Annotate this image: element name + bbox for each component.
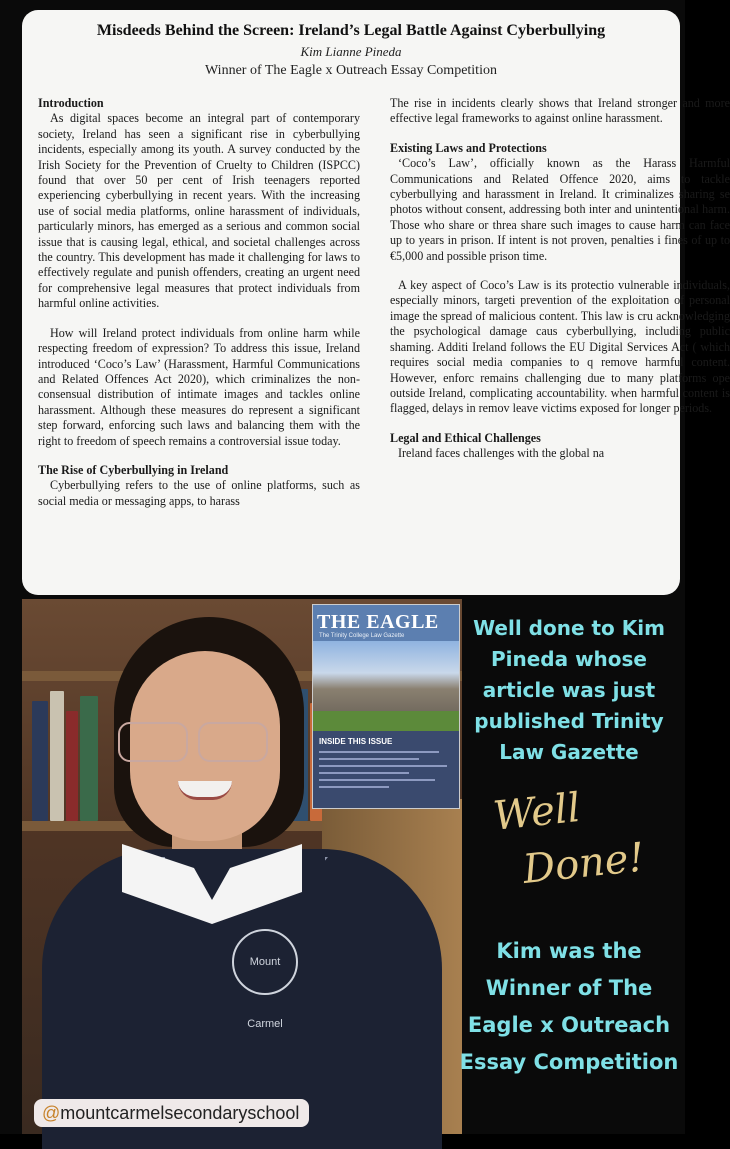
well-done-script [465,771,676,903]
intro-heading: Introduction [38,96,104,110]
article-title: Misdeeds Behind the Screen: Ireland’s Legal Battle Against Cyberbullying [96,22,606,39]
gazette-cover [312,604,460,809]
article-author: Kim Lianne Pineda [300,44,402,59]
well-text: Well [491,784,583,840]
legal-heading: Legal and Ethical Challenges [390,430,541,445]
rise-heading: The Rise of Cyberbullying in Ireland [38,462,229,477]
intro-paragraph-2: How will Ireland protect individuals from online harm while respecting freedom of expression? To address this issue, Ireland introduced ‘Coco’s Law’ (Harassment, Harmful Communications and Related Offences Act 2020), which criminalizes the non-consensual distribution of intimate images and tackles online harassment. Although these measures do represent a significant step forward, enforcing such laws and balancing them with the right to freedom of speech remains a controversial issue today. [38,325,360,448]
right-paragraph-0: The rise in incidents clearly shows that Ireland stronger and more effective legal frameworks to against online harassment. [390,96,730,126]
inside-this-issue: INSIDE THIS ISSUE [319,737,393,746]
winner-message: Kim was the Winner of The Eagle x Outreach Essay Competition [459,939,679,1074]
gazette-masthead: THE EAGLE [317,611,439,633]
gazette-subtitle: The Trinity College Law Gazette [319,633,405,639]
article-right-column [390,96,730,462]
congrats-message: Well done to Kim Pineda whose article was just published Trinity Law Gazette [473,616,665,764]
article-award: Winner of The Eagle x Outreach Essay Competition [205,63,497,78]
mention-tag[interactable] [34,1099,309,1127]
laws-heading: Existing Laws and Protections [390,140,547,155]
college-building-image [313,641,459,721]
article-page [22,10,730,595]
at-icon: @ [42,1103,61,1123]
rise-paragraph-1: Cyberbullying refers to the use of online platforms, such as social media or messaging apps, to harass [38,478,360,508]
done-text: Done! [520,834,647,893]
article-left-column [38,96,360,512]
post-lower-section [22,599,685,1134]
student-face [130,651,280,841]
glasses-icon [118,722,278,762]
smile [178,781,232,800]
laws-paragraph-2: A key aspect of Coco’s Law is its protectio vulnerable individuals, especially minors, targeti prevention of the exploitation of personal image the spread of malicious content. This law is cru acknowledging the psychological damage caus cyberbullying, including public shaming. Additi Ireland follows the EU Digital Services Act ( which requires social media companies to q remove harmful content. However, enforc remains challenging due to many platforms ope outside Ireland, complicating accountability. when harmful content is flagged, delays in remov leave victims exposed for longer periods. [390,278,730,416]
legal-paragraph-1: Ireland faces challenges with the global na [398,446,605,461]
laws-paragraph-1: ‘Coco’s Law’, officially known as the Harass Harmful Communications and Related Offence 2020, aims to tackle cyberbullying and harassment in Ireland. It criminalizes sharing se photos without consent, addressing both inter and unintentional harm. Those who share or threa share such images to cause harm can face up to years in prison. If intent is not proven, penalties i fines of up to €5,000 and possible prison time. [390,156,730,263]
mention-handle: mountcarmelsecondaryschool [60,1103,300,1123]
issue-contents-lines [319,751,449,793]
intro-paragraph-1: As digital spaces become an integral part of contemporary society, Ireland has seen a significant rise in cyberbullying incidents, especially among its youth. A survey conducted by the Irish Society for the Prevention of Cruelty to Children (ISPCC) found that over 50 per cent of Irish teenagers reported experiencing cyberbullying in recent years. With the increasing use of social media platforms, online harassment of individuals, particularly minors, has emerged as a serious and common social issue that is causing legal, ethical, and societal challenges across the country. This development has made it challenging for laws to effectively regulate and punish offenders, creating an urgent need for comprehensive legal measures that protect individuals from harmful online activities. [38,111,360,311]
school-crest-icon: Mount Carmel [232,929,298,995]
